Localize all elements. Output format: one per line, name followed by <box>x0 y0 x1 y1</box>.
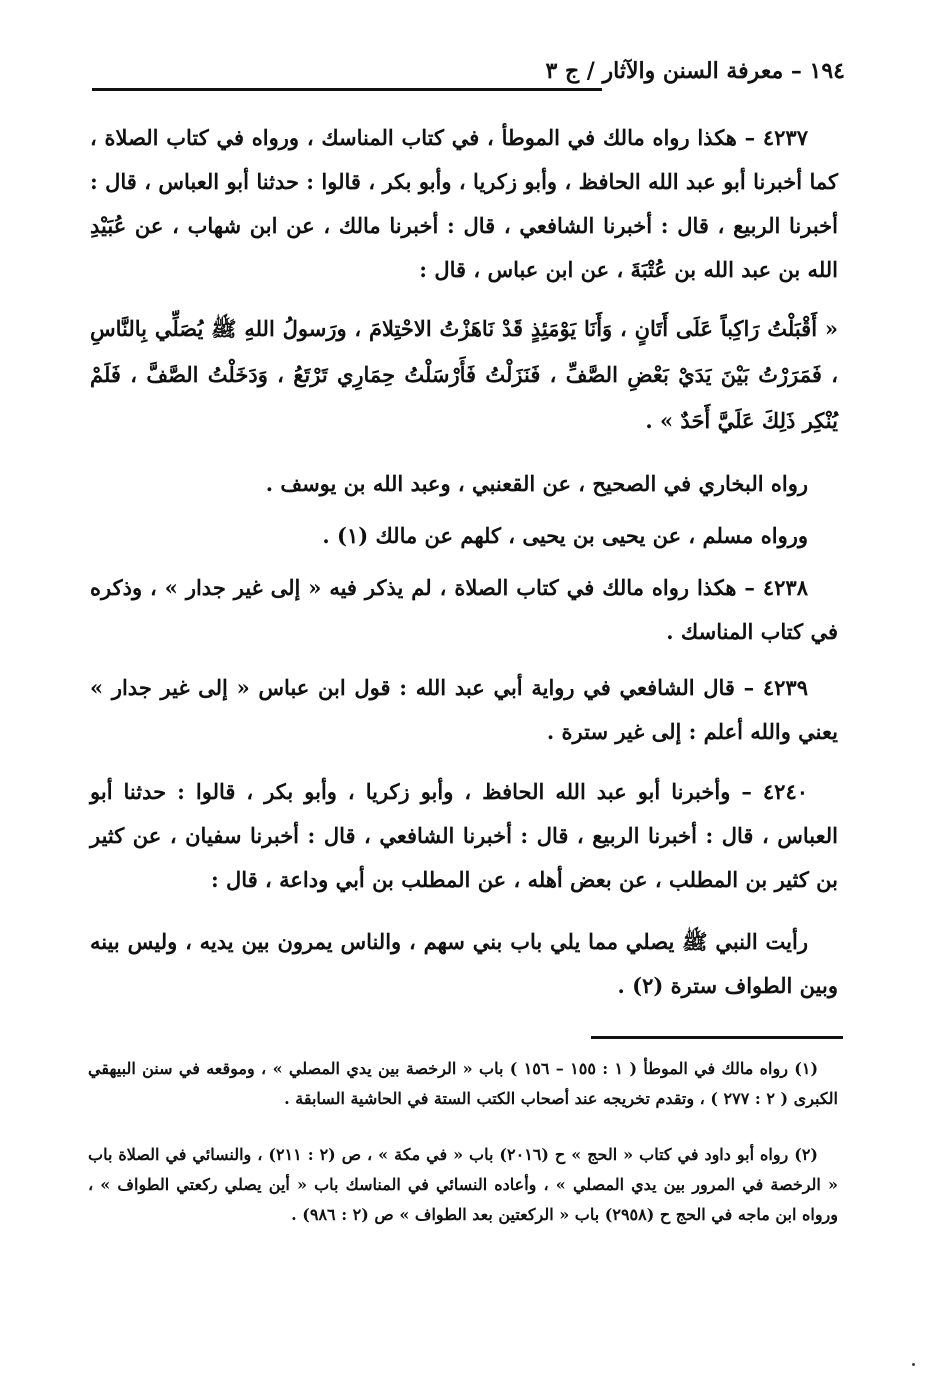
paragraph-4237: ٤٢٣٧ – هكذا رواه مالك في الموطأ ، في كتاب المناسك ، ورواه في كتاب الصلاة ، كما أخبرنا أبو عبد الله الحافظ ، وأبو زكريا ، وأبو بكر ، قالوا : حدثنا أبو العباس ، قال : أخبرنا الربيع ، قال : أخبرنا الشافعي ، قال : أخبرنا مالك ، عن ابن شهاب ، عن عُبَيْدِ الله بن عبد الله بن عُتْبَةَ ، عن ابن عباس ، قال : <box>90 125 838 282</box>
paragraph-hadith-2: رأيت النبي ﷺ يصلي مما يلي باب بني سهم ، والناس يمرون بين يديه ، وليس بينه وبين الطواف سترة (٢) . <box>90 929 838 998</box>
paragraph-4239: ٤٢٣٩ – قال الشافعي في رواية أبي عبد الله : قول ابن عباس « إلى غير جدار » يعني والله أعلم : إلى غير سترة . <box>90 675 838 744</box>
paragraph-bukhari: رواه البخاري في الصحيح ، عن القعنبي ، وعبد الله بن يوسف . <box>265 471 808 496</box>
paragraph-4238: ٤٢٣٨ – هكذا رواه مالك في كتاب الصلاة ، لم يذكر فيه « إلى غير جدار » ، وذكره في كتاب المناسك . <box>90 575 838 644</box>
paragraph-muslim: ورواه مسلم ، عن يحيى بن يحيى ، كلهم عن مالك (١) . <box>322 523 808 548</box>
footnote-rule <box>591 1036 843 1039</box>
hadith-quote: « أَقْبَلْتُ رَاكِباً عَلَى أَتَانٍ ، وَأَنَا يَوْمَئِذٍ قَدْ نَاهَزْتُ الاحْتِلامَ ، ورَسولُ اللهِ ﷺ يُصَلِّي بِالنَّاسِ ، فَمَرَرْتُ بَيْنَ يَدَيْ بَعْضِ الصَّفِّ ، فَنَزَلْتُ فَأَرْسَلْتُ حِمَارِي تَرْتَعُ ، وَدَخَلْتُ الصَّفَّ ، فَلَمْ يُنْكِر ذَلِكَ عَلَيَّ أَحَدٌ » . <box>90 316 838 433</box>
footnote-1: (١) رواه مالك في الموطأ ( ١ : ١٥٥ – ١٥٦ ) باب « الرخصة بين يدي المصلي » ، وموقعه في سنن البيهقي الكبرى ( ٢ : ٢٧٧ ) ، وتقدم تخريجه عند أصحاب الكتب الستة في الحاشية السابقة . <box>88 1059 838 1108</box>
footnote-2: (٢) رواه أبو داود في كتاب « الحج » ح (٢٠١٦) باب « في مكة » ، ص (٢ : ٢١١) ، والنسائي في الصلاة باب « الرخصة في المرور بين يدي المصلي » ، وأعاده النسائي في المناسك باب « أين يصلي ركعتي الطواف » ، ورواه ابن ماجه في الحج ح (٢٩٥٨) باب « الركعتين بعد الطواف » ص (٢ : ٩٨٦) . <box>88 1145 838 1224</box>
running-head: ١٩٤ – معرفة السنن والآثار / ج ٣ <box>545 58 845 84</box>
paragraph-4240: ٤٢٤٠ – وأخبرنا أبو عبد الله الحافظ ، وأبو زكريا ، وأبو بكر ، قالوا : حدثنا أبو العباس ، قال : أخبرنا الربيع ، قال : أخبرنا الشافعي ، قال : أخبرنا سفيان ، عن كثير بن كثير بن المطلب ، عن بعض أهله ، عن المطلب بن أبي وداعة ، قال : <box>90 779 838 892</box>
scan-speck <box>912 1363 915 1366</box>
header-rule <box>92 88 602 91</box>
